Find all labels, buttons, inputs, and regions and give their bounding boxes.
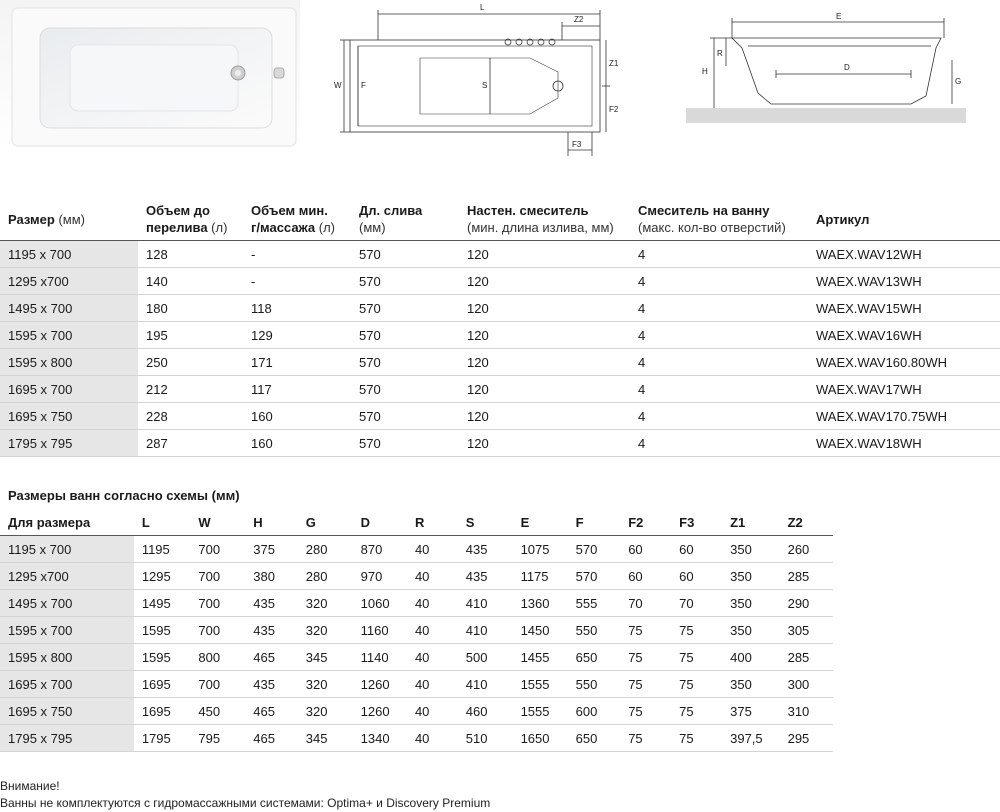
dimensions-cell: 350 <box>722 590 779 617</box>
dimensions-cell: 410 <box>458 590 513 617</box>
note <box>0 778 490 812</box>
dimensions-cell: 60 <box>620 536 671 563</box>
dimensions-cell: 1260 <box>353 698 407 725</box>
dimensions-cell: 280 <box>298 563 353 590</box>
dimensions-cell: 1195 <box>134 536 191 563</box>
dimensions-cell: 650 <box>568 644 621 671</box>
dimensions-cell: 310 <box>780 698 833 725</box>
dimensions-table <box>0 509 833 752</box>
specs-cell: 4 <box>630 349 808 376</box>
dimensions-cell: 1595 <box>134 644 191 671</box>
dimensions-cell: 700 <box>190 536 245 563</box>
side-section-drawing <box>686 8 966 123</box>
header-wall-mixer: Настен. смеситель (мин. длина излива, мм) <box>467 203 614 235</box>
specs-cell: 4 <box>630 295 808 322</box>
dimensions-cell: 600 <box>568 698 621 725</box>
dimensions-cell: 1795 <box>134 725 191 752</box>
header-volume: Объем до перелива (л) <box>146 203 228 235</box>
dimensions-row <box>0 563 833 590</box>
specs-row <box>0 241 1000 268</box>
dimensions-cell: 1495 <box>134 590 191 617</box>
specs-cell: WAEX.WAV13WH <box>808 268 1000 295</box>
dimensions-row <box>0 617 833 644</box>
dimensions-cell: 1140 <box>353 644 407 671</box>
specs-cell: 570 <box>351 241 459 268</box>
dimensions-cell: 70 <box>671 590 722 617</box>
dimensions-cell: 350 <box>722 617 779 644</box>
dimensions-cell: 350 <box>722 536 779 563</box>
specs-table <box>0 198 1000 457</box>
dimensions-cell: 397,5 <box>722 725 779 752</box>
dimensions-cell: 75 <box>620 644 671 671</box>
specs-cell: WAEX.WAV18WH <box>808 430 1000 457</box>
side-label-d: D <box>844 63 850 72</box>
specs-size-cell: 1595 x 700 <box>0 322 138 349</box>
dimensions-header-cell: Z2 <box>787 514 803 530</box>
dimensions-cell: 700 <box>190 617 245 644</box>
dimensions-cell: 305 <box>780 617 833 644</box>
dimensions-cell: 1450 <box>513 617 568 644</box>
specs-cell: 4 <box>630 403 808 430</box>
dimensions-cell: 1650 <box>513 725 568 752</box>
specs-row <box>0 430 1000 457</box>
dimensions-cell: 75 <box>671 617 722 644</box>
dimensions-header-cell: R <box>414 514 425 530</box>
specs-size-cell: 1295 x700 <box>0 268 138 295</box>
dimensions-header-cell: Z1 <box>730 514 746 530</box>
dimensions-cell: 280 <box>298 536 353 563</box>
dimensions-header-cell: D <box>360 514 371 530</box>
specs-size-cell: 1595 x 800 <box>0 349 138 376</box>
specs-cell: - <box>243 268 351 295</box>
dimensions-cell: 410 <box>458 617 513 644</box>
drawings-area <box>0 0 1000 170</box>
specs-row <box>0 376 1000 403</box>
note-text: Ванны не комплектуются с гидромассажными системами: Optima+ и Discovery Premium <box>0 796 491 810</box>
dimensions-cell: 570 <box>568 563 621 590</box>
specs-cell: 570 <box>351 322 459 349</box>
dimensions-cell: 1695 <box>134 698 191 725</box>
dimensions-cell: 1175 <box>513 563 568 590</box>
plan-label-s: S <box>482 81 488 90</box>
dimensions-cell: 60 <box>671 536 722 563</box>
specs-cell: 120 <box>459 376 630 403</box>
specs-cell: 570 <box>351 295 459 322</box>
specs-cell: 228 <box>138 403 243 430</box>
dimensions-cell: 465 <box>245 725 298 752</box>
plan-label-l: L <box>480 3 485 12</box>
plan-drawing <box>330 0 620 165</box>
dimensions-cell: 1075 <box>513 536 568 563</box>
dimensions-header-row <box>0 509 833 536</box>
dimensions-cell: 1360 <box>513 590 568 617</box>
dimensions-cell: 40 <box>407 617 458 644</box>
dimensions-header-cell: H <box>253 514 263 530</box>
dimensions-row <box>0 536 833 563</box>
dimensions-cell: 1555 <box>513 671 568 698</box>
specs-cell: 128 <box>138 241 243 268</box>
dimensions-row <box>0 725 833 752</box>
specs-size-cell: 1695 x 700 <box>0 376 138 403</box>
dimensions-cell: 40 <box>407 536 458 563</box>
dimensions-cell: 1555 <box>513 698 568 725</box>
specs-cell: 117 <box>243 376 351 403</box>
plan-label-f3: F3 <box>572 140 582 149</box>
dimensions-cell: 320 <box>298 617 353 644</box>
dimensions-cell: 75 <box>671 644 722 671</box>
dimensions-cell: 435 <box>245 617 298 644</box>
dimensions-size-cell: 1195 x 700 <box>0 536 134 563</box>
specs-cell: 287 <box>138 430 243 457</box>
dimensions-cell: 285 <box>780 644 833 671</box>
specs-cell: 171 <box>243 349 351 376</box>
specs-row <box>0 403 1000 430</box>
dimensions-header-cell: F <box>575 514 584 530</box>
specs-cell: 120 <box>459 430 630 457</box>
dimensions-cell: 435 <box>458 563 513 590</box>
header-size: Размер (мм) <box>8 211 85 227</box>
dimensions-row <box>0 671 833 698</box>
specs-cell: WAEX.WAV12WH <box>808 241 1000 268</box>
specs-cell: 120 <box>459 349 630 376</box>
dimensions-cell: 40 <box>407 698 458 725</box>
specs-cell: 140 <box>138 268 243 295</box>
specs-cell: WAEX.WAV15WH <box>808 295 1000 322</box>
specs-cell: 570 <box>351 268 459 295</box>
dimensions-cell: 345 <box>298 644 353 671</box>
specs-cell: 4 <box>630 430 808 457</box>
specs-cell: 118 <box>243 295 351 322</box>
dimensions-cell: 290 <box>780 590 833 617</box>
specs-cell: 160 <box>243 403 351 430</box>
dimensions-cell: 350 <box>722 671 779 698</box>
dimensions-cell: 970 <box>353 563 407 590</box>
specs-cell: WAEX.WAV170.75WH <box>808 403 1000 430</box>
dimensions-row <box>0 644 833 671</box>
dimensions-header-cell: Для размера <box>8 514 91 530</box>
specs-cell: 120 <box>459 322 630 349</box>
note-title: Внимание! <box>0 779 60 793</box>
dimensions-cell: 60 <box>671 563 722 590</box>
dimensions-cell: 300 <box>780 671 833 698</box>
specs-cell: 120 <box>459 241 630 268</box>
dimensions-cell: 380 <box>245 563 298 590</box>
dimensions-cell: 465 <box>245 698 298 725</box>
dimensions-cell: 1160 <box>353 617 407 644</box>
specs-cell: 120 <box>459 295 630 322</box>
specs-cell: 250 <box>138 349 243 376</box>
dimensions-size-cell: 1595 x 700 <box>0 617 134 644</box>
dimensions-cell: 75 <box>671 698 722 725</box>
dimensions-cell: 295 <box>780 725 833 752</box>
specs-cell: 570 <box>351 349 459 376</box>
specs-cell: 120 <box>459 268 630 295</box>
header-article: Артикул <box>816 211 870 227</box>
dimensions-header-cell: S <box>465 514 475 530</box>
specs-size-cell: 1795 x 795 <box>0 430 138 457</box>
dimensions-cell: 375 <box>245 536 298 563</box>
dimensions-cell: 60 <box>620 563 671 590</box>
dimensions-size-cell: 1595 x 800 <box>0 644 134 671</box>
dimensions-cell: 435 <box>458 536 513 563</box>
dimensions-cell: 550 <box>568 671 621 698</box>
specs-cell: 570 <box>351 403 459 430</box>
specs-cell: 212 <box>138 376 243 403</box>
dimensions-cell: 1260 <box>353 671 407 698</box>
dimensions-cell: 435 <box>245 590 298 617</box>
dimensions-cell: 40 <box>407 590 458 617</box>
specs-table-body <box>0 241 1000 457</box>
plan-label-z1: Z1 <box>609 59 619 68</box>
specs-cell: - <box>243 241 351 268</box>
specs-row <box>0 322 1000 349</box>
dimensions-cell: 795 <box>190 725 245 752</box>
specs-cell: 4 <box>630 376 808 403</box>
dimensions-cell: 320 <box>298 698 353 725</box>
side-label-h: H <box>702 67 708 76</box>
specs-cell: 570 <box>351 430 459 457</box>
specs-cell: 570 <box>351 376 459 403</box>
dimensions-cell: 510 <box>458 725 513 752</box>
plan-label-f2: F2 <box>609 105 619 114</box>
dimensions-cell: 40 <box>407 563 458 590</box>
specs-row <box>0 295 1000 322</box>
dimensions-size-cell: 1495 x 700 <box>0 590 134 617</box>
dimensions-cell: 350 <box>722 563 779 590</box>
dimensions-cell: 40 <box>407 644 458 671</box>
specs-size-cell: 1495 x 700 <box>0 295 138 322</box>
dimensions-cell: 800 <box>190 644 245 671</box>
dimensions-cell: 410 <box>458 671 513 698</box>
dimensions-cell: 1455 <box>513 644 568 671</box>
dimensions-cell: 700 <box>190 590 245 617</box>
specs-cell: 4 <box>630 268 808 295</box>
dimensions-cell: 285 <box>780 563 833 590</box>
header-drain-length: Дл. слива (мм) <box>359 203 423 235</box>
dimensions-cell: 400 <box>722 644 779 671</box>
bathtub-photo <box>0 0 300 150</box>
specs-cell: WAEX.WAV16WH <box>808 322 1000 349</box>
dimensions-cell: 70 <box>620 590 671 617</box>
side-label-r: R <box>717 49 723 58</box>
dimensions-cell: 500 <box>458 644 513 671</box>
plan-label-w: W <box>334 81 342 90</box>
dimensions-size-cell: 1695 x 700 <box>0 671 134 698</box>
dimensions-header-cell: F2 <box>628 514 644 530</box>
specs-cell: 4 <box>630 322 808 349</box>
dimensions-cell: 75 <box>620 725 671 752</box>
specs-size-cell: 1695 x 750 <box>0 403 138 430</box>
dimensions-row <box>0 590 833 617</box>
dimensions-cell: 435 <box>245 671 298 698</box>
specs-cell: WAEX.WAV17WH <box>808 376 1000 403</box>
dimensions-size-cell: 1695 x 750 <box>0 698 134 725</box>
dimensions-cell: 1695 <box>134 671 191 698</box>
specs-row <box>0 349 1000 376</box>
dimensions-header-cell: F3 <box>679 514 695 530</box>
specs-cell: WAEX.WAV160.80WH <box>808 349 1000 376</box>
dimensions-cell: 75 <box>671 725 722 752</box>
dimensions-header-cell: W <box>198 514 211 530</box>
dimensions-table-body <box>0 536 833 752</box>
side-label-g: G <box>955 77 962 86</box>
dimensions-cell: 75 <box>620 671 671 698</box>
dimensions-row <box>0 698 833 725</box>
dimensions-cell: 650 <box>568 725 621 752</box>
side-label-e: E <box>836 12 842 21</box>
dimensions-cell: 320 <box>298 590 353 617</box>
dimensions-cell: 260 <box>780 536 833 563</box>
dimensions-cell: 700 <box>190 671 245 698</box>
header-bath-mixer: Смеситель на ванну (макс. кол-во отверстий) <box>638 203 786 235</box>
dimensions-cell: 550 <box>568 617 621 644</box>
dimensions-cell: 1295 <box>134 563 191 590</box>
dimensions-header-cell: G <box>305 514 316 530</box>
specs-cell: 160 <box>243 430 351 457</box>
dimensions-cell: 465 <box>245 644 298 671</box>
specs-cell: 180 <box>138 295 243 322</box>
dimensions-cell: 460 <box>458 698 513 725</box>
dimensions-cell: 75 <box>620 617 671 644</box>
dimensions-cell: 1060 <box>353 590 407 617</box>
dimensions-cell: 570 <box>568 536 621 563</box>
specs-row <box>0 268 1000 295</box>
dimensions-cell: 75 <box>620 698 671 725</box>
dimensions-header-cell: L <box>141 514 150 530</box>
dimensions-title: Размеры ванн согласно схемы (мм) <box>8 488 240 503</box>
header-volume-min: Объем мин. г/массажа (л) <box>251 203 336 235</box>
specs-header-row <box>0 198 1000 241</box>
dimensions-cell: 40 <box>407 725 458 752</box>
dimensions-cell: 450 <box>190 698 245 725</box>
specs-cell: 195 <box>138 322 243 349</box>
dimensions-cell: 75 <box>671 671 722 698</box>
dimensions-cell: 375 <box>722 698 779 725</box>
dimensions-cell: 40 <box>407 671 458 698</box>
dimensions-cell: 700 <box>190 563 245 590</box>
dimensions-cell: 345 <box>298 725 353 752</box>
specs-size-cell: 1195 x 700 <box>0 241 138 268</box>
dimensions-size-cell: 1795 x 795 <box>0 725 134 752</box>
dimensions-cell: 1340 <box>353 725 407 752</box>
dimensions-cell: 1595 <box>134 617 191 644</box>
specs-cell: 120 <box>459 403 630 430</box>
dimensions-size-cell: 1295 x700 <box>0 563 134 590</box>
dimensions-cell: 870 <box>353 536 407 563</box>
dimensions-cell: 555 <box>568 590 621 617</box>
dimensions-header-cell: E <box>520 514 530 530</box>
plan-label-z2: Z2 <box>574 15 584 24</box>
dimensions-cell: 320 <box>298 671 353 698</box>
plan-label-f: F <box>361 81 366 90</box>
specs-cell: 129 <box>243 322 351 349</box>
specs-cell: 4 <box>630 241 808 268</box>
